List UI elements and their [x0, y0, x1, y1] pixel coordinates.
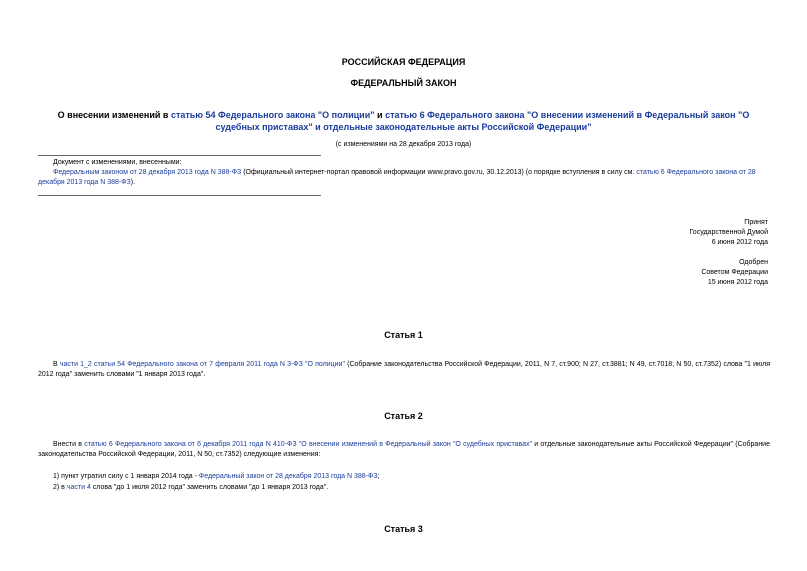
title-link-police-law[interactable]: статью 54 Федерального закона "О полиции": [170, 110, 375, 120]
note-end: ).: [130, 179, 136, 186]
note-text: (Официальный интернет-портал правовой информации www.pravo.gov.ru, 30.12.2013) (о порядке вступления в силу см.: [241, 169, 637, 176]
approved-label: Одобрен: [739, 259, 768, 266]
article1-heading: Статья 1: [384, 330, 423, 340]
document-title: [36, 109, 771, 133]
adoption-block: [500, 218, 768, 288]
note-link-article6[interactable]: статью 6 Федерального закона от 28 декабря 2013 года N 388-ФЗ: [38, 169, 756, 186]
approved-by: Советом Федерации: [701, 269, 768, 276]
item2-rest: слова "до 1 июля 2012 года" заменить словами "до 1 января 2013 года".: [90, 484, 329, 491]
adoption-spacer: [500, 248, 768, 258]
article2-item1: [53, 472, 770, 482]
doc-type-heading: ФЕДЕРАЛЬНЫЙ ЗАКОН: [350, 78, 457, 88]
revision-subtitle: (с изменениями на 28 декабря 2013 года): [335, 141, 472, 148]
adopted-label: Принят: [744, 219, 768, 226]
note-bottom-rule: [38, 195, 321, 196]
item2-start: 2) в: [53, 484, 67, 491]
article1-start: В: [53, 361, 60, 368]
adopted-date: 6 июня 2012 года: [711, 239, 768, 246]
note-link-388fz[interactable]: Федеральным законом от 28 декабря 2013 года N 388-ФЗ: [53, 169, 242, 176]
title-middle: и: [374, 110, 386, 120]
country-heading: РОССИЙСКАЯ ФЕДЕРАЦИЯ: [341, 57, 466, 67]
note-heading: Документ с изменениями, внесенными:: [53, 159, 182, 166]
item1-end: ;: [377, 473, 380, 480]
article2-item2: [53, 483, 770, 493]
item2-link-part4[interactable]: части 4: [66, 484, 91, 491]
article1-rest: (Собрание законодательства Российской Федерации, 2011, N 7, ст.900; N 27, ст.3881; N 49, ст.7018; N 50, ст.7352) слова "1 июля 2012 года" заменить словами "1 января 2013 года".: [38, 361, 770, 378]
adopted-by: Государственной Думой: [689, 229, 768, 236]
article2-paragraph: [38, 440, 770, 460]
article2-start: Внести в: [53, 441, 85, 448]
title-link-bailiffs-law[interactable]: статью 6 Федерального закона "О внесении изменений в Федеральный закон "О судебных приставах" и отдельные законодательные акты Российской Федерации": [215, 110, 750, 132]
approved-date: 15 июня 2012 года: [707, 279, 768, 286]
article2-link-410fz[interactable]: статью 6 Федерального закона от 6 декабря 2011 года N 410-ФЗ "О внесении изменений в Федеральный закон "О судебных приставах": [84, 441, 533, 448]
note-top-rule: [38, 155, 321, 156]
article2-heading: Статья 2: [384, 411, 423, 421]
item1-link-388fz[interactable]: Федеральный закон от 28 декабря 2013 года N 388-ФЗ: [198, 473, 378, 480]
title-prefix: О внесении изменений в: [57, 110, 171, 120]
note-body: [38, 168, 770, 188]
item1-text: 1) пункт утратил силу с 1 января 2014 года -: [53, 473, 199, 480]
article2-rest: и отдельные законодательные акты Российской Федерации" (Собрание законодательства Российской Федерации, 2011, N 50, ст.7352) следующие изменения:: [38, 441, 770, 458]
article1-link-police-law[interactable]: части 1_2 статьи 54 Федерального закона от 7 февраля 2011 года N 3-ФЗ "О полиции": [59, 361, 345, 368]
article3-heading: Статья 3: [384, 524, 423, 534]
article1-paragraph: [38, 360, 770, 380]
